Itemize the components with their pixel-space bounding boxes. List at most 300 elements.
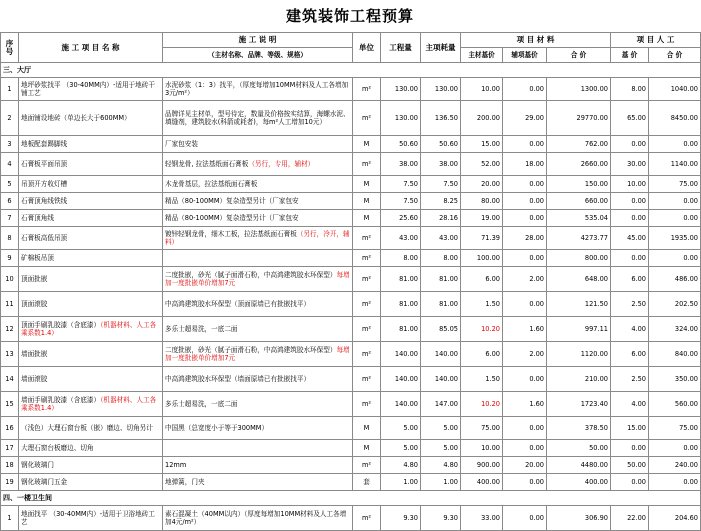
seq-cell-text: 4: [7, 160, 12, 168]
seq-cell: [1, 440, 19, 457]
main-consumption-cell-text: 140.00: [434, 350, 458, 358]
quantity-cell: [381, 101, 421, 136]
aux-price-cell-text: 0.00: [529, 140, 544, 148]
main-price-cell-text: 6.00: [485, 275, 500, 283]
labor-total-cell-text: 75.00: [679, 424, 698, 432]
seq-cell: [1, 367, 19, 392]
quantity-cell: [381, 267, 421, 292]
main-price-cell-text: 1.50: [485, 300, 500, 308]
labor-price-cell-text: 45.00: [627, 234, 646, 242]
unit-cell-text: M: [363, 197, 370, 205]
quantity-cell-text: 140.00: [394, 400, 418, 408]
desc-cell: [163, 193, 353, 210]
labor-price-cell: [611, 440, 649, 457]
labor-total-cell: [649, 392, 701, 417]
desc-cell-text: 轻钢龙骨, 拉法基纸面石膏板: [165, 160, 249, 168]
desc-cell: [163, 457, 353, 474]
labor-total-cell-text: 0.00: [683, 254, 698, 262]
main-consumption-cell-text: 38.00: [439, 160, 458, 168]
quantity-cell: [381, 417, 421, 440]
main-price-cell: [461, 101, 503, 136]
item-name-cell-text: 墙面滚胶: [21, 375, 48, 383]
seq-cell: [1, 267, 19, 292]
table-row: [1, 153, 701, 176]
unit-cell-text: M: [363, 444, 370, 452]
desc-cell-text: 水泥砂浆（1：3）找平，（厚度每增加10MM材料及人工各增加3元/m²）: [165, 81, 349, 97]
quantity-cell-text: 5.00: [403, 444, 418, 452]
labor-total-cell: [649, 250, 701, 267]
item-name-cell: [19, 317, 163, 342]
seq-cell-text: 5: [7, 180, 12, 188]
section-row: [1, 491, 701, 506]
seq-cell-text: 15: [5, 400, 14, 408]
item-name-cell: [19, 457, 163, 474]
table-row: [1, 227, 701, 250]
aux-price-cell: [503, 506, 547, 531]
quantity-cell: [381, 392, 421, 417]
mat-total-cell-text: 648.00: [584, 275, 608, 283]
main-consumption-cell-text: 5.00: [443, 444, 458, 452]
aux-price-cell: [503, 292, 547, 317]
unit-cell-text: M: [363, 214, 370, 222]
aux-price-cell: [503, 317, 547, 342]
item-name-cell: [19, 101, 163, 136]
main-price-cell: [461, 176, 503, 193]
labor-price-cell-text: 6.00: [631, 275, 646, 283]
item-name-cell: [19, 227, 163, 250]
desc-cell-text: 中高鸿建筑胶水环保型（墙面原墙已有批嵌找平）: [165, 375, 311, 383]
quantity-cell-text: 81.00: [399, 275, 418, 283]
mat-total-cell-text: 2660.00: [580, 160, 608, 168]
quantity-cell: [381, 292, 421, 317]
main-price-cell: [461, 227, 503, 250]
desc-cell-text: 中高鸿建筑胶水环保型（顶面原墙已有批嵌找平）: [165, 300, 311, 308]
main-price-cell: [461, 317, 503, 342]
desc-cell-note: （另行，冷开，辅料）: [165, 230, 350, 246]
labor-price-cell-text: 10.00: [627, 180, 646, 188]
desc-cell: [163, 292, 353, 317]
unit-cell-text: m²: [361, 400, 372, 408]
main-consumption-cell: [421, 227, 461, 250]
desc-cell-text: 木龙骨基层，拉法基纸面石膏板: [165, 180, 258, 188]
unit-cell: [353, 417, 381, 440]
item-name-cell-text: 石膏顶角线: [21, 214, 54, 222]
quantity-cell-text: 8.00: [403, 254, 418, 262]
section-title: 三、大厅: [1, 63, 701, 78]
desc-cell-note: 每增加一度批嵌单价增加7元: [165, 346, 350, 362]
seq-cell: [1, 136, 19, 153]
unit-cell: [353, 506, 381, 531]
table-row: [1, 417, 701, 440]
seq-cell-text: 11: [5, 300, 14, 308]
item-name-cell-text: 墙面手刷乳胶漆（含底漆）: [21, 396, 101, 404]
aux-price-cell: [503, 153, 547, 176]
main-consumption-cell: [421, 317, 461, 342]
labor-price-cell-text: 8.00: [631, 85, 646, 93]
main-price-cell-text: 400.00: [476, 478, 500, 486]
labor-total-cell: [649, 317, 701, 342]
table-row: [1, 457, 701, 474]
main-price-cell-text: 19.00: [481, 214, 500, 222]
labor-price-cell: [611, 367, 649, 392]
mat-total-cell-text: 762.00: [584, 140, 608, 148]
unit-cell: [353, 101, 381, 136]
item-name-cell: [19, 392, 163, 417]
aux-price-cell-text: 29.00: [525, 114, 544, 122]
unit-cell-text: m²: [361, 325, 372, 333]
desc-cell: [163, 474, 353, 491]
labor-price-cell: [611, 227, 649, 250]
aux-price-cell-text: 0.00: [529, 444, 544, 452]
mat-total-cell-text: 535.04: [584, 214, 608, 222]
item-name-cell-text: 大理石窗台板磨边、切角: [21, 444, 94, 452]
mat-total-cell: [547, 267, 611, 292]
budget-table: [0, 32, 701, 531]
unit-cell-text: m²: [361, 350, 372, 358]
seq-cell: [1, 78, 19, 101]
main-price-cell-text: 20.00: [481, 180, 500, 188]
labor-total-cell-text: 204.60: [674, 514, 698, 522]
item-name-cell: [19, 250, 163, 267]
quantity-cell-text: 130.00: [394, 85, 418, 93]
quantity-cell: [381, 506, 421, 531]
labor-price-cell-text: 0.00: [631, 478, 646, 486]
aux-price-cell: [503, 474, 547, 491]
quantity-cell-text: 43.00: [399, 234, 418, 242]
aux-price-cell-text: 0.00: [529, 478, 544, 486]
mat-total-cell: [547, 506, 611, 531]
labor-price-cell: [611, 342, 649, 367]
labor-price-cell-text: 0.00: [631, 254, 646, 262]
mat-total-cell-text: 4480.00: [580, 461, 608, 469]
labor-price-cell: [611, 193, 649, 210]
main-consumption-cell: [421, 101, 461, 136]
unit-cell-text: 套: [363, 478, 370, 486]
desc-cell-text: 12mm: [165, 461, 187, 469]
labor-total-cell: [649, 267, 701, 292]
desc-cell: [163, 417, 353, 440]
main-consumption-cell-text: 85.05: [439, 325, 458, 333]
labor-total-cell: [649, 193, 701, 210]
main-price-cell-text: 71.39: [481, 234, 500, 242]
unit-cell-text: m²: [361, 254, 372, 262]
main-price-cell-text: 33.00: [481, 514, 500, 522]
aux-price-cell-text: 1.60: [529, 325, 544, 333]
mat-total-cell-text: 1300.00: [580, 85, 608, 93]
main-consumption-cell-text: 140.00: [434, 375, 458, 383]
main-consumption-cell-text: 81.00: [439, 300, 458, 308]
main-price-cell-text: 52.00: [481, 160, 500, 168]
aux-price-cell: [503, 101, 547, 136]
aux-price-cell: [503, 210, 547, 227]
main-consumption-cell: [421, 367, 461, 392]
table-row: [1, 176, 701, 193]
item-name-cell-text: 矿棉板吊顶: [21, 254, 54, 262]
aux-price-cell-text: 0.00: [529, 180, 544, 188]
seq-cell: [1, 506, 19, 531]
main-consumption-cell: [421, 506, 461, 531]
table-row: [1, 136, 701, 153]
labor-price-cell-text: 0.00: [631, 140, 646, 148]
labor-total-cell: [649, 417, 701, 440]
aux-price-cell: [503, 267, 547, 292]
item-name-cell: [19, 506, 163, 531]
labor-price-cell-text: 0.00: [631, 197, 646, 205]
unit-cell-text: m²: [361, 300, 372, 308]
seq-cell-text: 13: [5, 350, 14, 358]
main-price-cell: [461, 392, 503, 417]
quantity-cell: [381, 210, 421, 227]
main-price-cell-text: 1.50: [485, 375, 500, 383]
quantity-cell: [381, 176, 421, 193]
labor-total-cell-text: 840.00: [674, 350, 698, 358]
labor-total-cell-text: 1040.00: [670, 85, 698, 93]
main-consumption-cell-text: 130.00: [434, 85, 458, 93]
main-price-cell: [461, 474, 503, 491]
quantity-cell: [381, 342, 421, 367]
labor-price-cell-text: 65.00: [627, 114, 646, 122]
labor-total-cell-text: 0.00: [683, 214, 698, 222]
desc-cell: [163, 267, 353, 292]
desc-cell-text: 地弹簧，门夹: [165, 478, 205, 486]
seq-cell: [1, 101, 19, 136]
desc-cell: [163, 176, 353, 193]
main-price-cell-text: 10.00: [481, 444, 500, 452]
main-consumption-cell-text: 28.16: [439, 214, 458, 222]
aux-price-cell: [503, 136, 547, 153]
main-consumption-cell: [421, 193, 461, 210]
main-consumption-cell-text: 147.00: [434, 400, 458, 408]
mat-total-cell: [547, 392, 611, 417]
item-name-cell-text: 顶面手刷乳胶漆（含底漆）: [21, 321, 101, 329]
desc-cell: [163, 440, 353, 457]
mat-total-cell-text: 1723.40: [580, 400, 608, 408]
mat-total-cell-text: 306.90: [584, 514, 608, 522]
main-price-cell: [461, 367, 503, 392]
mat-total-cell: [547, 474, 611, 491]
desc-cell-text: 中国黑（总宽度小于等于300MM）: [165, 424, 269, 432]
labor-total-cell-text: 0.00: [683, 478, 698, 486]
quantity-cell-text: 50.60: [399, 140, 418, 148]
unit-cell: [353, 176, 381, 193]
mat-total-cell: [547, 457, 611, 474]
mat-total-cell-text: 50.00: [589, 444, 608, 452]
mat-total-cell-text: 378.50: [584, 424, 608, 432]
table-row: [1, 193, 701, 210]
seq-cell: [1, 457, 19, 474]
mat-total-cell: [547, 317, 611, 342]
table-row: [1, 367, 701, 392]
main-price-cell: [461, 210, 503, 227]
seq-cell: [1, 250, 19, 267]
header-labor: 项 目 人 工: [611, 33, 701, 48]
desc-cell-text: 多乐士超易洗，一底二面: [165, 400, 238, 408]
header-desc-sub: （主材名称、品牌、等级、规格）: [163, 48, 353, 63]
item-name-cell-text: 石膏板平面吊顶: [21, 160, 68, 168]
labor-total-cell: [649, 474, 701, 491]
seq-cell-text: 6: [7, 197, 12, 205]
main-consumption-cell: [421, 136, 461, 153]
header-desc: 施 工 说 明: [163, 33, 353, 48]
labor-price-cell-text: 0.00: [631, 214, 646, 222]
seq-cell: [1, 474, 19, 491]
desc-cell: [163, 317, 353, 342]
aux-price-cell: [503, 417, 547, 440]
labor-total-cell: [649, 210, 701, 227]
mat-total-cell: [547, 193, 611, 210]
main-consumption-cell-text: 4.80: [443, 461, 458, 469]
labor-total-cell: [649, 367, 701, 392]
table-row: [1, 342, 701, 367]
unit-cell: [353, 210, 381, 227]
main-consumption-cell-text: 50.60: [439, 140, 458, 148]
aux-price-cell: [503, 78, 547, 101]
desc-cell-text: 镀锌轻钢龙骨，细木工板，拉法基纸面石膏板: [165, 230, 297, 238]
item-name-cell-text: 顶面批嵌: [21, 275, 48, 283]
desc-cell-note: 每增加一度批嵌单价增加7元: [165, 271, 350, 287]
mat-total-cell: [547, 101, 611, 136]
unit-cell-text: M: [363, 424, 370, 432]
desc-cell: [163, 136, 353, 153]
main-price-cell: [461, 78, 503, 101]
mat-total-cell: [547, 153, 611, 176]
item-name-cell-text: 地面找平 （30-40MM内）-适用于卫浴地砖工艺: [21, 510, 155, 526]
main-consumption-cell: [421, 457, 461, 474]
aux-price-cell: [503, 440, 547, 457]
unit-cell-text: m²: [361, 85, 372, 93]
aux-price-cell: [503, 342, 547, 367]
labor-total-cell: [649, 457, 701, 474]
seq-cell-text: 1: [7, 85, 12, 93]
main-consumption-cell: [421, 392, 461, 417]
aux-price-cell-text: 1.60: [529, 400, 544, 408]
header-quantity: 工程量: [381, 33, 421, 63]
labor-total-cell: [649, 506, 701, 531]
main-price-cell-text: 10.00: [481, 85, 500, 93]
unit-cell: [353, 342, 381, 367]
main-consumption-cell: [421, 342, 461, 367]
labor-price-cell: [611, 250, 649, 267]
labor-price-cell-text: 30.00: [627, 160, 646, 168]
aux-price-cell: [503, 457, 547, 474]
desc-cell-text: 精品（80-100MM）复杂造型另计（厂家包安: [165, 197, 299, 205]
labor-price-cell-text: 22.00: [627, 514, 646, 522]
main-price-cell-text: 15.00: [481, 140, 500, 148]
main-price-cell: [461, 153, 503, 176]
main-price-cell: [461, 292, 503, 317]
aux-price-cell-text: 0.00: [529, 197, 544, 205]
main-price-cell-text: 10.20: [481, 325, 500, 333]
labor-total-cell-text: 0.00: [683, 140, 698, 148]
item-name-cell-text: 地板配套踢脚线: [21, 140, 68, 148]
labor-total-cell-text: 350.00: [674, 375, 698, 383]
labor-price-cell-text: 2.50: [631, 300, 646, 308]
labor-total-cell-text: 486.00: [674, 275, 698, 283]
item-name-cell: [19, 210, 163, 227]
seq-cell: [1, 392, 19, 417]
labor-price-cell: [611, 417, 649, 440]
main-consumption-cell-text: 1.00: [443, 478, 458, 486]
seq-cell-text: 17: [5, 444, 14, 452]
seq-cell-text: 18: [5, 461, 14, 469]
seq-cell-text: 8: [7, 234, 12, 242]
desc-cell: [163, 342, 353, 367]
unit-cell: [353, 317, 381, 342]
aux-price-cell: [503, 367, 547, 392]
item-name-cell-note: （机器材料、人工各乘系数1.4）: [21, 396, 157, 412]
main-price-cell: [461, 506, 503, 531]
item-name-cell-text: 钢化玻璃门: [21, 461, 54, 469]
seq-cell: [1, 342, 19, 367]
desc-cell: [163, 392, 353, 417]
quantity-cell: [381, 457, 421, 474]
sheet-title: 建筑装饰工程预算: [285, 7, 414, 25]
labor-price-cell: [611, 101, 649, 136]
seq-cell: [1, 417, 19, 440]
aux-price-cell-text: 0.00: [529, 424, 544, 432]
main-consumption-cell: [421, 417, 461, 440]
aux-price-cell: [503, 176, 547, 193]
quantity-cell: [381, 227, 421, 250]
mat-total-cell-text: 800.00: [584, 254, 608, 262]
header-aux-price: 辅项基价: [503, 48, 547, 63]
labor-price-cell: [611, 136, 649, 153]
aux-price-cell-text: 0.00: [529, 254, 544, 262]
table-row: [1, 440, 701, 457]
item-name-cell: [19, 176, 163, 193]
aux-price-cell-text: 0.00: [529, 214, 544, 222]
quantity-cell: [381, 474, 421, 491]
header-item-name: 施 工 项 目 名 称: [19, 33, 163, 63]
seq-cell: [1, 193, 19, 210]
unit-cell-text: m²: [361, 275, 372, 283]
desc-cell: [163, 101, 353, 136]
unit-cell-text: m²: [361, 375, 372, 383]
seq-cell-text: 19: [5, 478, 14, 486]
seq-cell-text: 7: [7, 214, 12, 222]
section-row: [1, 63, 701, 78]
item-name-cell-text: 地面铺设地砖（单边长大于600MM）: [21, 114, 131, 122]
desc-cell: [163, 78, 353, 101]
main-price-cell: [461, 136, 503, 153]
quantity-cell: [381, 136, 421, 153]
aux-price-cell-text: 28.00: [525, 234, 544, 242]
seq-cell-text: 12: [5, 325, 14, 333]
aux-price-cell-text: 0.00: [529, 300, 544, 308]
desc-cell-text: 品牌详见主材单，型号待定，数量及价格按实结算，海螺水泥、填缝剂，建筑胶水(科箭或耗者)，每m²人工增加10元）: [165, 110, 350, 126]
main-consumption-cell: [421, 440, 461, 457]
main-price-cell-text: 6.00: [485, 350, 500, 358]
unit-cell-text: m²: [361, 514, 372, 522]
item-name-cell-text: 钢化玻璃门五金: [21, 478, 68, 486]
seq-cell-text: 16: [5, 424, 14, 432]
labor-total-cell-text: 240.00: [674, 461, 698, 469]
seq-cell-text: 1: [7, 514, 12, 522]
quantity-cell: [381, 250, 421, 267]
main-consumption-cell: [421, 210, 461, 227]
labor-total-cell-text: 0.00: [683, 197, 698, 205]
table-row: [1, 317, 701, 342]
mat-total-cell: [547, 440, 611, 457]
header-mat-total: 合 价: [547, 48, 611, 63]
seq-cell: [1, 227, 19, 250]
quantity-cell-text: 140.00: [394, 350, 418, 358]
labor-price-cell-text: 6.00: [631, 350, 646, 358]
item-name-cell-text: 石膏顶角线铁线: [21, 197, 68, 205]
unit-cell: [353, 193, 381, 210]
mat-total-cell-text: 121.50: [584, 300, 608, 308]
labor-total-cell-text: 202.50: [674, 300, 698, 308]
